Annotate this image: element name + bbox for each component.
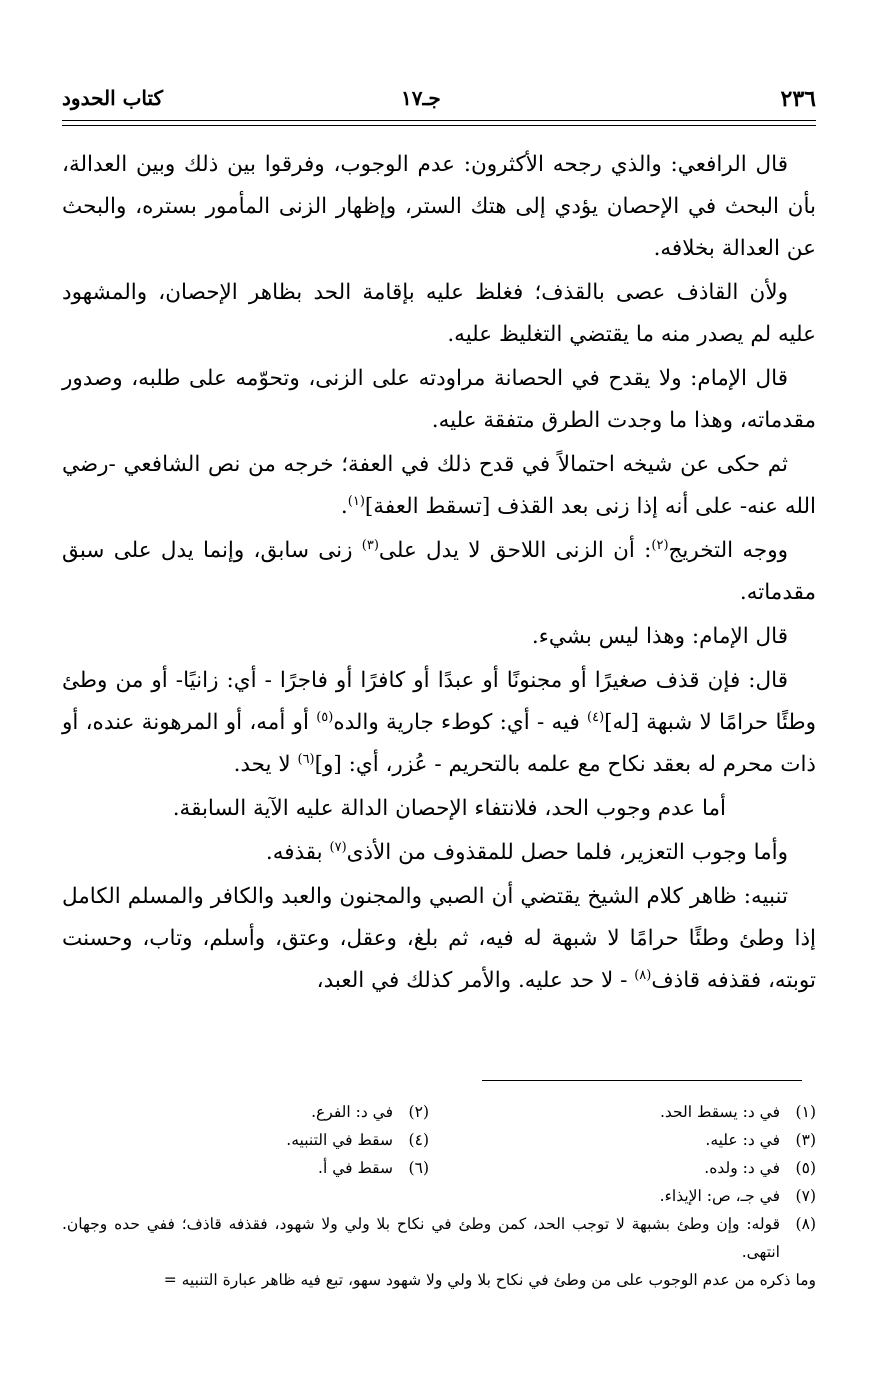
footnote-ref: (٧)	[329, 840, 347, 855]
footnote: (٢) في د: الفرع.	[311, 1103, 429, 1121]
page-number: ٢٣٦	[780, 86, 816, 112]
paragraph: قال: فإن قذف صغيرًا أو مجنونًا أو عبدًا أو كافرًا أو فاجرًا - أي: زانيًا- أو من وطئ وطئًا حرامًا لا شبهة [له]$^{(٤)}$ فيه - أي: كوطء جارية والده$^{(٥)}$ أو أمه، أو المرهونة عنده، أو ذات محرم له بعقد نكاح مع علمه بالتحريم - عُزر، أي: [و]$^{(٦)}$ لا يحد.	[62, 668, 817, 777]
footnote: (٦) سقط في أ.	[318, 1159, 429, 1177]
footnote-separator	[482, 1080, 802, 1081]
footnote: (٧) في جـ، ص: الإيذاء.	[659, 1187, 816, 1205]
footnote-ref: (٥)	[316, 710, 334, 725]
footnote-ref: (١)	[347, 494, 365, 509]
main-text	[62, 144, 816, 1004]
footnote: (٣) في د: عليه.	[705, 1131, 816, 1149]
paragraph: قال الرافعي: والذي رجحه الأكثرون: عدم الوجوب، وفرقوا بين ذلك وبين العدالة، بأن البحث في الإحصان يؤدي إلى هتك الستر، وإظهار الزنى المأمور بستره، والبحث عن العدالة بخلافه.	[62, 152, 816, 261]
header-rule-thin	[62, 125, 816, 126]
footnote-ref: (٦)	[297, 752, 315, 767]
footnote-ref: (٣)	[361, 538, 379, 553]
header-rule-thick	[62, 120, 816, 121]
paragraph: ووجه التخريج$^{(٢)}$: أن الزنى اللاحق لا يدل على$^{(٣)}$ زنى سابق، وإنما يدل على سبق مقدماته.	[62, 538, 816, 605]
paragraph: تنبيه: ظاهر كلام الشيخ يقتضي أن الصبي والمجنون والعبد والكافر والمسلم الكامل إذا وطئ وطئًا حرامًا لا شبهة له فيه، ثم بلغ، وعقل، وعتق، وأسلم، وتاب، وحسنت توبته، فقذفه قاذف$^{(٨)}$ - لا حد عليه. والأمر كذلك في العبد،	[62, 884, 816, 993]
footnote: (٨) قوله: وإن وطئ بشبهة لا توجب الحد، كمن وطئ في نكاح بلا ولي ولا شهود، فقذفه قاذف؛ ففي حده وجهان. انتهى.	[62, 1215, 816, 1261]
paragraph: وأما وجوب التعزير، فلما حصل للمقذوف من الأذى$^{(٧)}$ بقذفه.	[265, 840, 788, 865]
page-header	[62, 86, 816, 120]
footnote-ref: (٢)	[651, 538, 669, 553]
paragraph: أما عدم وجوب الحد، فلانتفاء الإحصان الدالة عليه الآية السابقة.	[172, 796, 726, 821]
footnote: (٥) في د: ولده.	[704, 1159, 816, 1177]
book-title: كتاب الحدود	[62, 86, 164, 110]
footnotes	[62, 1098, 816, 1294]
paragraph: قال الإمام: ولا يقدح في الحصانة مراودته على الزنى، وتحوّمه على طلبه، وصدور مقدماته، وهذا ما وجدت الطرق متفقة عليه.	[62, 366, 816, 433]
volume-label: جـ١٧	[401, 86, 441, 110]
footnote: (١) في د: يسقط الحد.	[659, 1103, 816, 1121]
footnote: (٤) سقط في التنبيه.	[286, 1131, 429, 1149]
footnote-continuation: وما ذكره من عدم الوجوب على من وطئ في نكاح بلا ولي ولا شهود سهو، تبع فيه ظاهر عبارة التنبيه =	[163, 1271, 816, 1289]
paragraph: ثم حكى عن شيخه احتمالاً في قدح ذلك في العفة؛ خرجه من نص الشافعي -رضي الله عنه- على أنه إذا زنى بعد القذف [تسقط العفة]$^{(١)}$.	[62, 452, 816, 519]
footnote-ref: (٤)	[587, 710, 605, 725]
footnote-ref: (٨)	[634, 968, 652, 983]
paragraph: قال الإمام: وهذا ليس بشيء.	[531, 624, 788, 649]
paragraph: ولأن القاذف عصى بالقذف؛ فغلظ عليه بإقامة الحد بظاهر الإحصان، والمشهود عليه لم يصدر منه ما يقتضي التغليظ عليه.	[62, 280, 816, 347]
